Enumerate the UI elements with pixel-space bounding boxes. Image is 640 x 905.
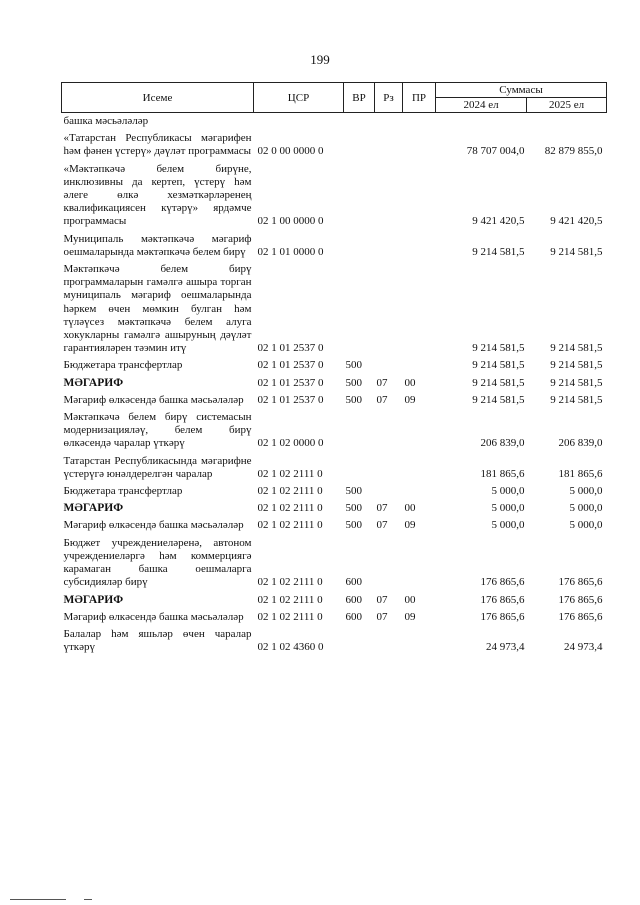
cell-name: «Мәктәпкәчә белем бирүне, инклюзивны да кертеп, үстерү һәм әлеге өлкә хезмәткәрләренең квалификациясен күтәрү» ярдәмче программасы: [63, 162, 252, 228]
cell-sum-2024: 5 000,0: [491, 485, 525, 498]
table-header: [62, 83, 607, 113]
cell-name: Мәгариф өлкәсендә башка мәсьәләләр: [63, 610, 244, 623]
cell-rz: 07: [376, 502, 388, 515]
cell-csr: 02 1 01 0000 0: [257, 245, 324, 258]
cell-pr: 00: [404, 376, 416, 389]
budget-table: [61, 82, 607, 656]
cell-csr: 02 1 02 2111 0: [257, 485, 323, 498]
table-row: [62, 535, 607, 592]
cell-name: башка мәсьәләләр: [63, 115, 149, 127]
cell-sum-2024: 5 000,0: [491, 519, 525, 532]
cell-vr: [344, 261, 375, 357]
cell-name: «Татарстан Республикасы мәгарифен һәм фәнен үстерү» дәүләт программасы: [63, 132, 252, 158]
cell-csr: [254, 113, 344, 131]
cell-vr: 500: [345, 393, 362, 406]
table-row: [62, 592, 607, 609]
cell-sum-2025: 176 865,6: [558, 610, 603, 623]
cell-sum-2024: 181 865,6: [480, 467, 525, 480]
page-number: 199: [310, 52, 330, 67]
cell-pr: [403, 261, 436, 357]
cell-rz: [375, 626, 403, 656]
table-row: [62, 130, 607, 160]
cell-pr: [403, 483, 436, 500]
cell-csr: 02 1 02 4360 0: [257, 641, 324, 654]
cell-name: Бюджетара трансфертлар: [63, 485, 183, 498]
cell-sum-2024: 9 214 581,5: [472, 376, 525, 389]
cell-vr: 600: [345, 576, 362, 589]
cell-name: Мәктәпкәчә белем бирү программаларын гамәлгә ашыра торган муниципаль мәгариф оешмаларында һәркем өчен мөмкин булган һәм түләүсез мәктәпкәчә белем алуга хокукларны гамәлгә ашыруның дәүләт гарантияләрен тәэмин итү: [63, 263, 252, 355]
cell-sum-2025: 5 000,0: [569, 502, 603, 515]
cell-vr: [344, 161, 375, 231]
cell-sum-2025: 82 879 855,0: [544, 145, 603, 158]
cell-vr: [344, 130, 375, 160]
cell-sum-2024: [436, 113, 527, 131]
cell-sum-2025: 5 000,0: [569, 519, 603, 532]
cell-name: МӘГАРИФ: [63, 502, 124, 515]
cell-pr: [403, 161, 436, 231]
cell-csr: 02 1 02 2111 0: [257, 610, 323, 623]
header-year-2025: 2025 ел: [527, 98, 607, 113]
cell-csr: 02 1 02 2111 0: [257, 576, 323, 589]
cell-pr: [403, 231, 436, 261]
cell-rz: 07: [376, 610, 388, 623]
cell-csr: 02 1 01 2537 0: [257, 342, 324, 355]
cell-vr: 500: [345, 376, 362, 389]
cell-sum-2024: 176 865,6: [480, 593, 525, 606]
cell-pr: 09: [404, 610, 416, 623]
table-row: [62, 500, 607, 517]
cell-rz: [375, 261, 403, 357]
cell-vr: 500: [345, 502, 362, 515]
cell-rz: [375, 483, 403, 500]
cell-csr: 02 1 02 0000 0: [257, 437, 324, 450]
cell-csr: 02 1 02 2111 0: [257, 502, 323, 515]
cell-pr: [403, 535, 436, 592]
cell-name: Муниципаль мәктәпкәчә мәгариф оешмаларында мәктәпкәчә белем бирү: [63, 232, 252, 258]
cell-vr: 500: [345, 519, 362, 532]
cell-rz: 07: [376, 519, 388, 532]
cell-name: Бюджет учреждениеләренә, автоном учреждениеләргә һәм коммерциягә карамаган башка оешмаларга субсидияләр бирү: [63, 536, 252, 589]
cell-rz: [375, 535, 403, 592]
header-csr: ЦСР: [254, 83, 344, 113]
cell-pr: 00: [404, 593, 416, 606]
table-row: [62, 409, 607, 453]
table-row: [62, 626, 607, 656]
cell-pr: 09: [404, 393, 416, 406]
cell-sum-2024: 9 214 581,5: [472, 393, 525, 406]
cell-sum-2025: 176 865,6: [558, 576, 603, 589]
cell-pr: [403, 130, 436, 160]
header-year-2024: 2024 ел: [436, 98, 527, 113]
cell-sum-2025: 176 865,6: [558, 593, 603, 606]
cell-sum-2025: 181 865,6: [558, 467, 603, 480]
cell-csr: 02 1 01 2537 0: [257, 359, 324, 372]
cell-rz: 07: [376, 593, 388, 606]
cell-pr: [403, 409, 436, 453]
cell-sum-2025: 9 214 581,5: [550, 342, 603, 355]
cell-csr: 02 1 02 2111 0: [257, 467, 323, 480]
cell-vr: 500: [345, 359, 362, 372]
table-row: [62, 357, 607, 374]
table-row: [62, 113, 607, 131]
header-rz: Рз: [375, 83, 403, 113]
cell-sum-2024: 24 973,4: [486, 641, 525, 654]
cell-name: Балалар һәм яшьләр өчен чаралар үткәрү: [63, 627, 252, 654]
table-row: [62, 453, 607, 483]
cell-pr: [403, 453, 436, 483]
cell-pr: 00: [404, 502, 416, 515]
cell-csr: 02 1 02 2111 0: [257, 519, 323, 532]
cell-name: Мәгариф өлкәсендә башка мәсьәләләр: [63, 393, 244, 406]
cell-sum-2024: 176 865,6: [480, 610, 525, 623]
cell-name: Мәгариф өлкәсендә башка мәсьәләләр: [63, 519, 244, 532]
table-row: [62, 261, 607, 357]
table-row: [62, 392, 607, 409]
cell-csr: 02 1 02 2111 0: [257, 593, 323, 606]
table-body: [62, 113, 607, 657]
cell-vr: 600: [345, 593, 362, 606]
cell-csr: 02 1 01 2537 0: [257, 376, 324, 389]
cell-rz: [375, 231, 403, 261]
cell-sum-2025: 9 214 581,5: [550, 393, 603, 406]
cell-sum-2024: 176 865,6: [480, 576, 525, 589]
cell-vr: [344, 231, 375, 261]
cell-sum-2025: 5 000,0: [569, 485, 603, 498]
cell-sum-2024: 78 707 004,0: [466, 145, 525, 158]
cell-sum-2025: 24 973,4: [564, 641, 603, 654]
cell-vr: [344, 626, 375, 656]
cell-sum-2024: 9 214 581,5: [472, 245, 525, 258]
cell-rz: [375, 357, 403, 374]
cell-rz: 07: [376, 393, 388, 406]
table-row: [62, 517, 607, 534]
cell-csr: 02 1 01 2537 0: [257, 393, 324, 406]
cell-vr: 500: [345, 485, 362, 498]
cell-pr: [403, 626, 436, 656]
cell-sum-2024: 5 000,0: [491, 502, 525, 515]
footer-dash: [84, 899, 92, 900]
table-row: [62, 375, 607, 392]
cell-csr: 02 0 00 0000 0: [257, 145, 324, 158]
cell-vr: [344, 113, 375, 131]
cell-sum-2024: 9 214 581,5: [472, 359, 525, 372]
cell-rz: 07: [376, 376, 388, 389]
table-row: [62, 161, 607, 231]
header-name: Исеме: [62, 83, 254, 113]
cell-sum-2025: 206 839,0: [558, 437, 603, 450]
table-row: [62, 609, 607, 626]
cell-sum-2025: [527, 113, 607, 131]
cell-pr: [403, 357, 436, 374]
cell-name: Бюджетара трансфертлар: [63, 359, 183, 372]
cell-sum-2025: 9 421 420,5: [550, 215, 603, 228]
cell-name: МӘГАРИФ: [63, 593, 124, 606]
cell-vr: 600: [345, 610, 362, 623]
cell-name: Мәктәпкәчә белем бирү системасын модернизацияләү, белем бирү өлкәсендә чаралар үткәрү: [63, 411, 252, 450]
header-sums: Суммасы: [436, 83, 607, 98]
cell-pr: [403, 113, 436, 131]
header-pr: ПР: [403, 83, 436, 113]
cell-rz: [375, 161, 403, 231]
cell-rz: [375, 130, 403, 160]
cell-rz: [375, 453, 403, 483]
cell-rz: [375, 409, 403, 453]
header-vr: ВР: [344, 83, 375, 113]
cell-name: МӘГАРИФ: [63, 376, 124, 389]
cell-vr: [344, 409, 375, 453]
cell-sum-2024: 9 214 581,5: [472, 342, 525, 355]
cell-sum-2025: 9 214 581,5: [550, 245, 603, 258]
cell-name: Татарстан Республикасында мәгарифне үстерүгә юнәлдерелгән чаралар: [63, 454, 252, 480]
cell-sum-2024: 9 421 420,5: [472, 215, 525, 228]
cell-vr: [344, 453, 375, 483]
cell-csr: 02 1 00 0000 0: [257, 215, 324, 228]
cell-sum-2025: 9 214 581,5: [550, 359, 603, 372]
table-row: [62, 483, 607, 500]
table-row: [62, 231, 607, 261]
cell-rz: [375, 113, 403, 131]
cell-sum-2024: 206 839,0: [480, 437, 525, 450]
cell-pr: 09: [404, 519, 416, 532]
cell-sum-2025: 9 214 581,5: [550, 376, 603, 389]
footer-rule: [10, 899, 66, 900]
